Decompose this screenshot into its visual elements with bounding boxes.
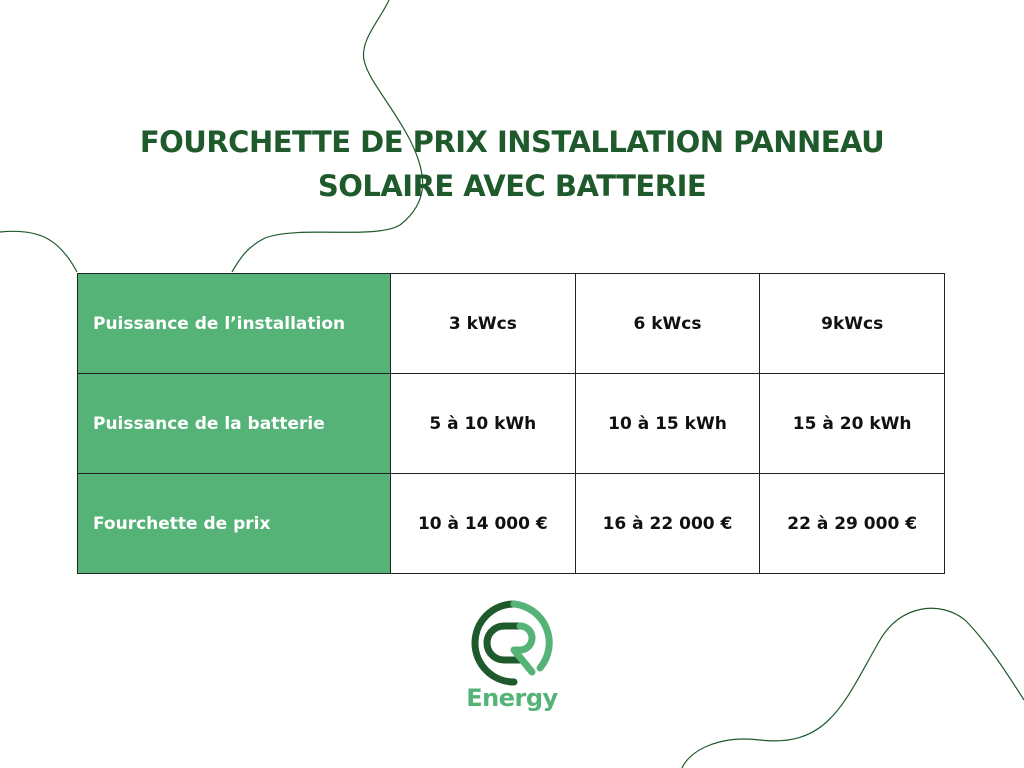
table-row-battery-power <box>78 374 945 474</box>
table-row-price-range <box>78 474 945 574</box>
page-title-line-1: FOURCHETTE DE PRIX INSTALLATION PANNEAU <box>139 125 885 159</box>
table-cell: 10 à 14 000 € <box>391 474 576 574</box>
table-row-installation-power <box>78 274 945 374</box>
table-cell: 15 à 20 kWh <box>760 374 945 474</box>
table-cell: 10 à 15 kWh <box>575 374 760 474</box>
row-header-battery-power: Puissance de la batterie <box>78 374 391 474</box>
table-cell: 16 à 22 000 € <box>575 474 760 574</box>
logo-wordmark: Energy <box>466 684 558 712</box>
table-cell: 22 à 29 000 € <box>760 474 945 574</box>
table-cell: 5 à 10 kWh <box>391 374 576 474</box>
row-header-installation-power: Puissance de l’installation <box>78 274 391 374</box>
page-title-line-2: SOLAIRE AVEC BATTERIE <box>317 169 707 203</box>
table-cell: 3 kWcs <box>391 274 576 374</box>
table-cell: 9kWcs <box>760 274 945 374</box>
price-table <box>77 273 945 574</box>
table-cell: 6 kWcs <box>575 274 760 374</box>
row-header-price-range: Fourchette de prix <box>78 474 391 574</box>
page-title <box>0 120 1024 208</box>
